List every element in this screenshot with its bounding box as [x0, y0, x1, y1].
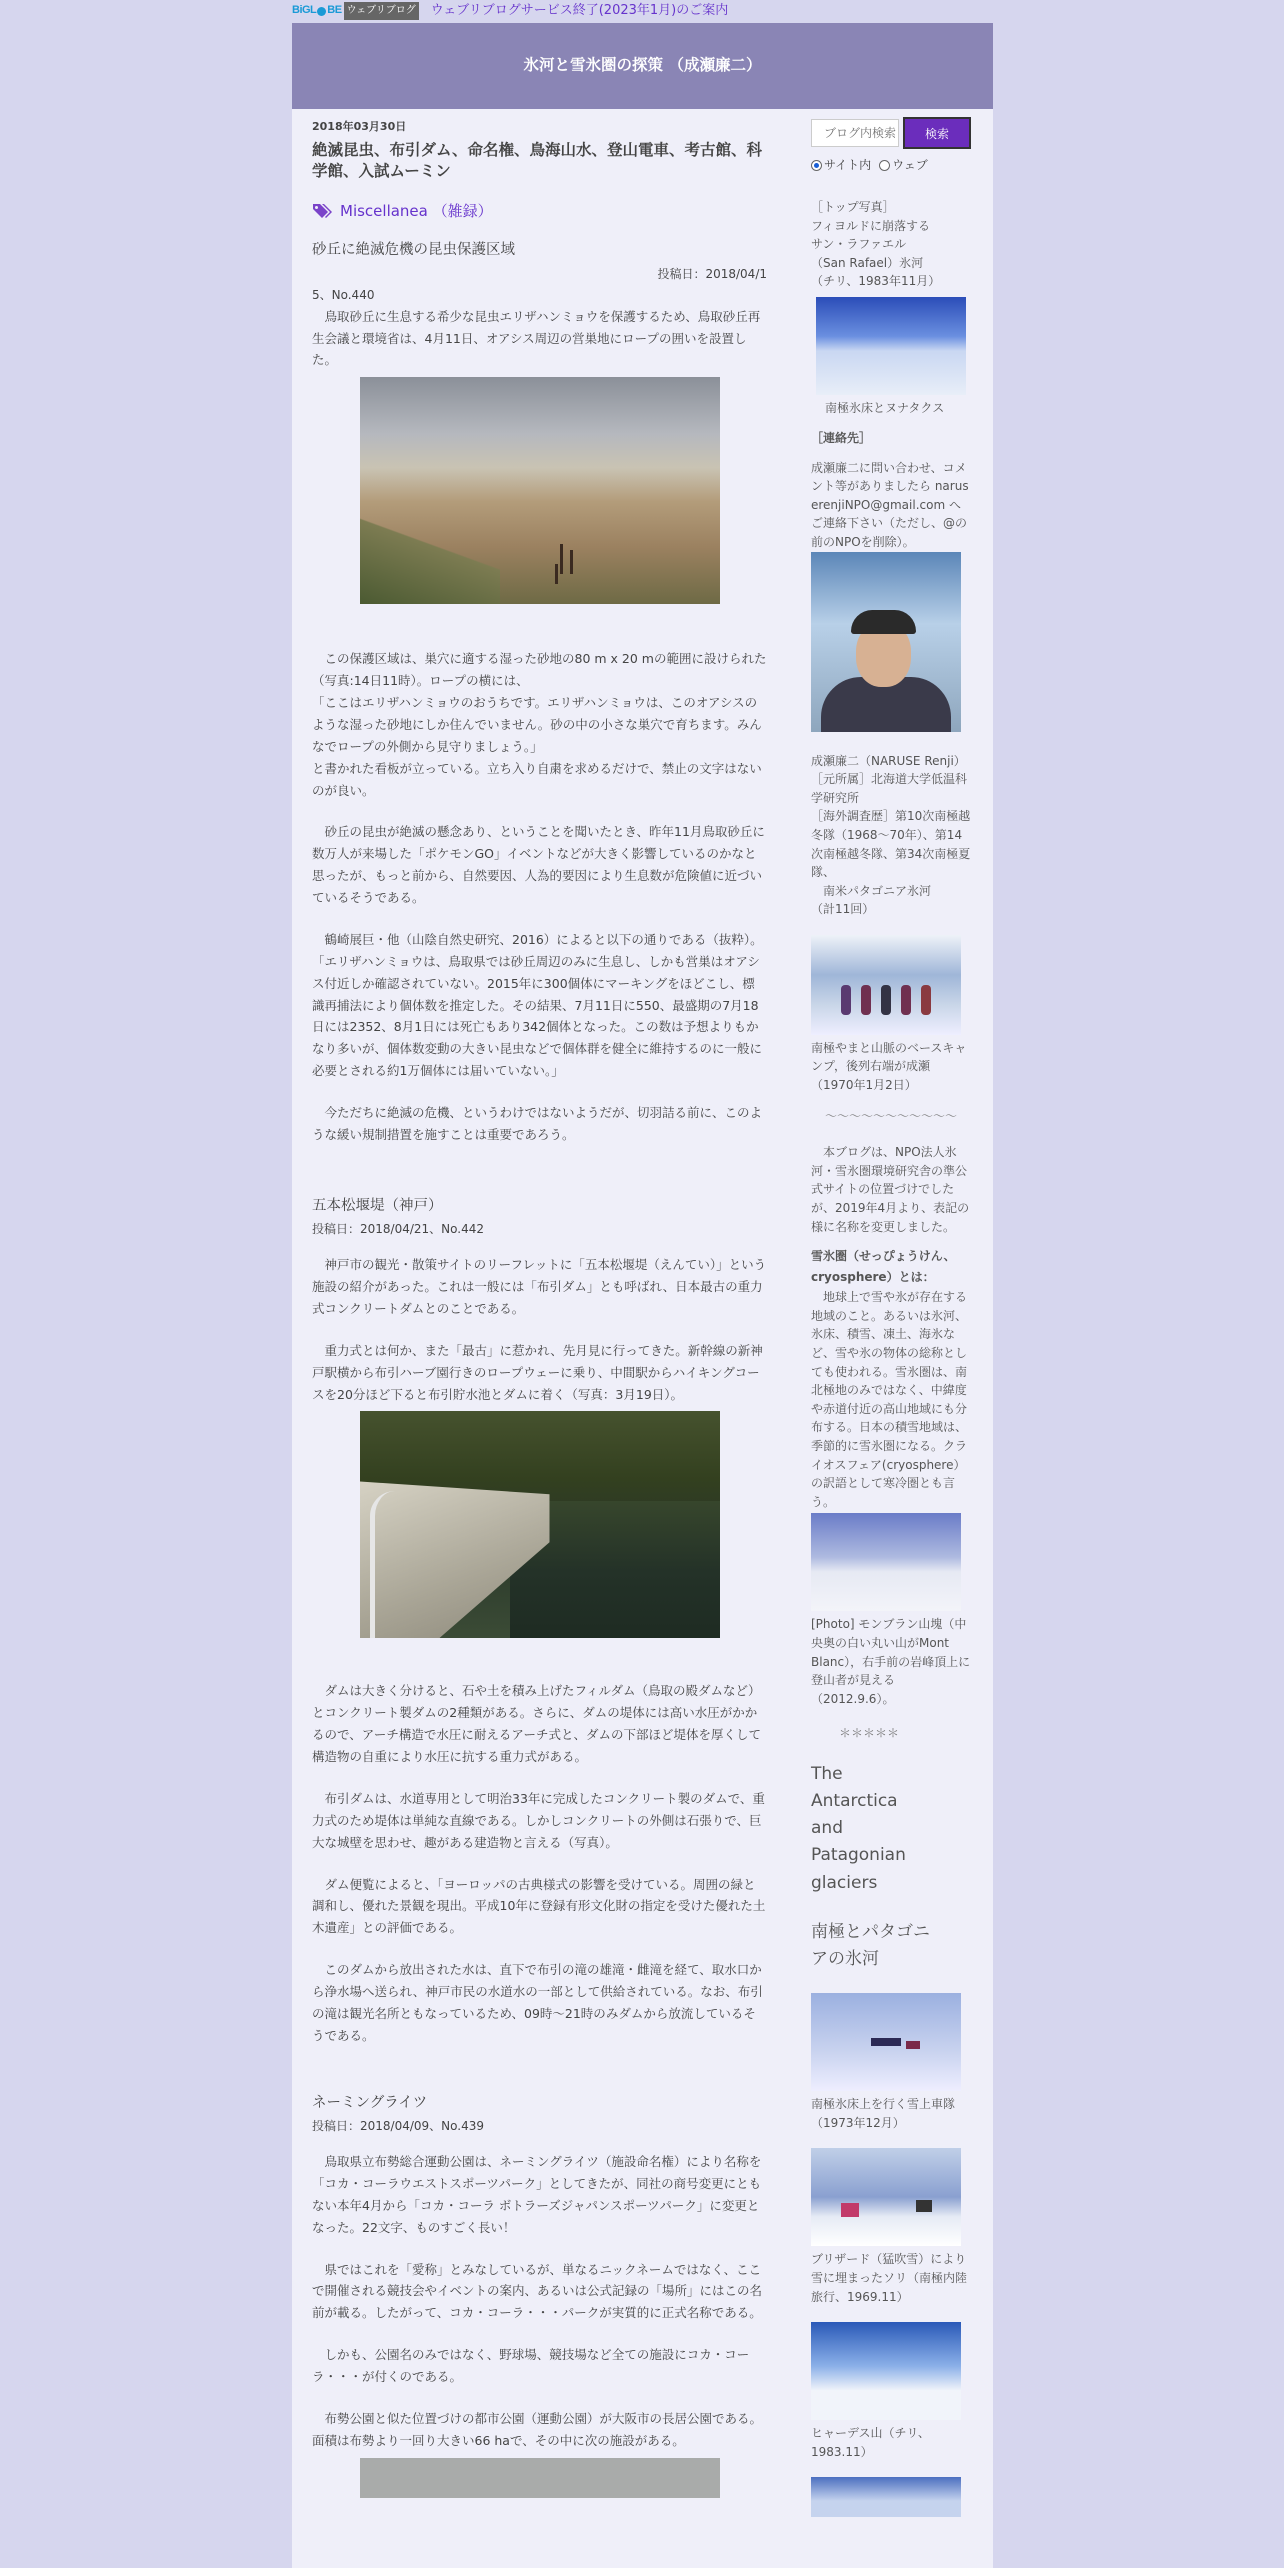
section-meta: 投稿日：2018/04/21、No.442: [312, 1222, 484, 1237]
paragraph: 鳥取県立布勢総合運動公園は、ネーミングライツ（施設命名権）により名称を「コカ・コーラウエストスポーツパーク」としてきたが、同社の商号変更にともない本年4月から「コカ・コーラ ボトラーズジャパンスポーツパーク」に変更となった。22文字、ものすごく長い！: [312, 2154, 762, 2235]
top-photo-caption: ［トップ写真］ フィヨルドに崩落する サン・ラファエル （San Rafael）氷河 （チリ、1983年11月）: [811, 200, 941, 289]
radio-web[interactable]: ウェブ: [879, 155, 928, 176]
photo-caption: 南極やまと山脈のベースキャンプ，後列右端が成瀬（1970年1月2日）: [811, 1040, 967, 1093]
sand-dune-photo: [360, 377, 720, 604]
paragraph: 重力式とは何か、また「最古」に惹かれ、先月見に行ってきた。新幹線の新神戸駅横から布引ハーブ園行きのロープウェーに乗り、中間駅からハイキングコースを20分ほど下ると布引貯水池とダムに着く（写真：3月19日）。: [312, 1342, 763, 1402]
glacier-photo: [811, 2477, 961, 2517]
english-section-title: The Antarctica and Patagonian glaciers: [811, 1763, 906, 1893]
sidebar: [811, 117, 971, 2521]
park-photo: [360, 2458, 720, 2498]
mount-hyades-photo: [811, 2322, 961, 2420]
paragraph: 「エリザハンミョウは、鳥取県では砂丘周辺のみに生息し、しかも営巣はオアシス付近しか確認されていない。2015年に300個体にマーキングをほどこし、標識再捕法により個体数を推定した。その結果、7月11日に550、最盛期の7月18日には2352、8月1日には死亡もあり342個体となった。この数は予想よりもかなり多いが、個体数変動の大きい昆虫などで個体群を健全に維持するのに一般に必要とされる約1万個体には届いていない。」: [312, 953, 763, 1079]
nunobiki-dam-photo: [360, 1411, 720, 1638]
service-end-notice-link[interactable]: ウェブリブログサービス終了(2023年1月)のご案内: [430, 2, 729, 18]
category-row: [312, 198, 767, 224]
paragraph: 県ではこれを「愛称」とみなしているが、単なるニックネームではなく、ここで開催される競技会やイベントの案内、あるいは公式記録の「場所」にはこの名前が載る。したがって、コカ・コーラ・・・パークが実質的に正式名称である。: [312, 2261, 763, 2321]
blizzard-sled-photo: [811, 2148, 961, 2246]
paragraph: 「ここはエリザハンミョウのおうちです。エリザハンミョウは、このオアシスのような湿った砂地にしか住んでいません。砂の中の小さな巣穴で育ちます。みんなでロープの外側から見守りましょう。」: [312, 695, 762, 754]
search-input[interactable]: [811, 119, 899, 147]
antarctic-ice-photo: [816, 297, 966, 395]
logo-sub: ウェブリブログ: [344, 2, 419, 20]
cryosphere-text: 地球上で雪や氷が存在する地域のこと。あるいは氷河、氷床、積雪、凍土、海氷など、雪や氷の物体の総称としても使われる。雪氷圏は、南北極地のみではなく、中緯度や赤道付近の高山地域にも分布する。日本の積雪地域は、季節的に雪氷圏になる。クライオスフェア(cryosphere）の訳語として寒冷圏とも言う。: [811, 1290, 968, 1509]
paragraph: 布引ダムは、水道専用として明治33年に完成したコンクリート製のダムで、重力式のため堤体は単純な直線である。しかしコンクリートの外側は石張りで、巨大な城壁を思わせ、趣がある建造物と言える（写真）。: [312, 1790, 765, 1850]
section-title-dam: 五本松堰堤（神戸）: [312, 1197, 443, 1214]
blog-header: [292, 23, 993, 109]
post-title[interactable]: 絶滅昆虫、布引ダム、命名権、鳥海山水、登山電車、考古館、科学館、入試ムーミン: [312, 141, 762, 181]
paragraph: 布勢公園と似た位置づけの都市公園（運動公園）が大阪市の長居公園である。面積は布勢より一回り大きい66 haで、その中に次の施設がある。: [312, 2410, 763, 2448]
contact-heading: ［連絡先］: [811, 430, 872, 445]
photo-caption: ブリザード（猛吹雪）により雪に埋まったソリ（南極内陸旅行、1969.11）: [811, 2252, 968, 2304]
section-meta: 投稿日：2018/04/1: [657, 266, 767, 281]
search-button[interactable]: 検索: [903, 117, 971, 149]
photo-caption: ヒャーデス山（チリ、1983.11）: [811, 2426, 930, 2459]
post-date: 2018年03月30日: [312, 120, 407, 133]
snow-vehicle-photo: [811, 1993, 961, 2091]
paragraph: 鶴崎展巨・他（山陰自然史研究、2016）によると以下の通りである（抜粋）。: [312, 931, 763, 947]
radio-on-icon: [811, 160, 822, 171]
star-divider: ＊＊＊＊＊: [839, 1726, 900, 1741]
mont-blanc-photo: [811, 1513, 961, 1611]
contact-text: 成瀬廉二に問い合わせ、コメント等がありましたら naruserenjiNPO@gmail.com へご連絡下さい（ただし、@の前のNPOを削除）。: [811, 460, 969, 549]
paragraph: 砂丘の昆虫が絶滅の懸念あり、ということを聞いたとき、昨年11月鳥取砂丘に数万人が来場した「ポケモンGO」イベントなどが大きく影響しているのかなと思ったが、もっと前から、自然要因、人為的要因により生息数が危険値に近づいているそうである。: [312, 824, 765, 906]
paragraph: 神戸市の観光・散策サイトのリーフレットに「五本松堰堤（えんてい）」という施設の紹介があった。これは一般には「布引ダム」とも呼ばれ、日本最古の重力式コンクリートダムとのことである。: [312, 1257, 767, 1316]
paragraph: 鳥取砂丘に生息する希少な昆虫エリザハンミョウを保護するため、鳥取砂丘再生会議と環境省は、4月11日、オアシス周辺の営巣地にロープの囲いを設置した。: [312, 308, 761, 368]
author-portrait: [811, 552, 961, 732]
photo-caption: 南極氷床上を行く雪上車隊（1973年12月）: [811, 2097, 956, 2130]
japanese-section-title: 南極とパタゴニアの氷河: [811, 1921, 930, 1970]
cryosphere-heading: 雪氷圏（せっぴょうけん、cryosphere）とは：: [811, 1249, 956, 1285]
search-scope: [811, 155, 971, 176]
paragraph: この保護区域は、巣穴に適する湿った砂地の80 m x 20 mの範囲に設けられた（写真:14日11時）。ロープの横には、: [312, 651, 767, 689]
section-meta: 投稿日：2018/04/09、No.439: [312, 2119, 484, 2134]
wave-divider: ～～～～～～～～～～～: [824, 1108, 957, 1123]
radio-off-icon: [879, 160, 890, 171]
about-text: 本ブログは、NPO法人氷河・雪氷圏環境研究舎の準公式サイトの位置づけでしたが、2019年4月より、表記の様に名称を変更しました。: [811, 1145, 970, 1234]
paragraph: しかも、公園名のみではなく、野球場、競技場など全ての施設にコカ・コーラ・・・が付くのである。: [312, 2347, 750, 2385]
section-title-insect: 砂丘に絶滅危機の昆虫保護区域: [312, 242, 515, 259]
biglobe-logo[interactable]: BiGL BE ウェブリブログ: [292, 1, 419, 20]
tags-icon: [312, 203, 332, 219]
paragraph: と書かれた看板が立っている。立ち入り自粛を求めるだけで、禁止の文字はないのが良い。: [312, 760, 762, 798]
radio-site[interactable]: サイト内: [811, 155, 871, 176]
section-meta-cont: 5、No.440: [312, 287, 375, 302]
top-bar: [292, 0, 728, 22]
photo-caption: [Photo] モンブラン山塊（中央奥の白い丸い山がMont Blanc），右手前の岩峰頂上に登山者が見える（2012.9.6）。: [811, 1617, 971, 1706]
blog-search: [811, 117, 971, 149]
paragraph: ダム便覧によると、「ヨーロッパの古典様式の影響を受けている。周囲の緑と調和し、優れた景観を現出。平成10年に登録有形文化財の指定を受けた優れた土木遺産」との評価である。: [312, 1876, 766, 1936]
section-title-naming: ネーミングライツ: [312, 2094, 428, 2111]
content-wrapper: [292, 109, 993, 2568]
category-link[interactable]: Miscellanea （雑録）: [340, 202, 493, 221]
site-title[interactable]: 氷河と雪氷圏の探策 （成瀬廉二）: [523, 56, 762, 75]
base-camp-photo: [811, 935, 961, 1035]
paragraph: このダムから放出された水は、直下で布引の滝の雄滝・雌滝を経て、取水口から浄水場へ送られ、神戸市民の水道水の一部として供給されている。なお、布引の滝は観光名所ともなっているため、09時～21時のみダムから放流しているそうである。: [312, 1962, 763, 2043]
main-column: [312, 117, 767, 2504]
paragraph: 今ただちに絶滅の危機、というわけではないようだが、切羽詰る前に、このような緩い規制措置を施すことは重要であろう。: [312, 1105, 763, 1142]
photo-caption: 南極氷床とヌナタクス: [825, 400, 945, 415]
paragraph: ダムは大きく分けると、石や土を積み上げたフィルダム（鳥取の殿ダムなど）とコンクリート製ダムの2種類がある。さらに、ダムの堤体には高い水圧がかかるので、アーチ構造で水圧に耐えるアーチ式と、ダムの下部ほど堤体を厚くして構造物の自重により水圧に抗する重力式がある。: [312, 1683, 762, 1765]
author-profile: 成瀬廉二（NARUSE Renji） ［元所属］北海道大学低温科学研究所 ［海外調査歴］第10次南極越冬隊（1968～70年）、第14次南極越冬隊、第34次南極夏隊、 南米パタゴニア氷河 （計11回）: [811, 753, 971, 917]
globe-icon: [317, 7, 326, 16]
